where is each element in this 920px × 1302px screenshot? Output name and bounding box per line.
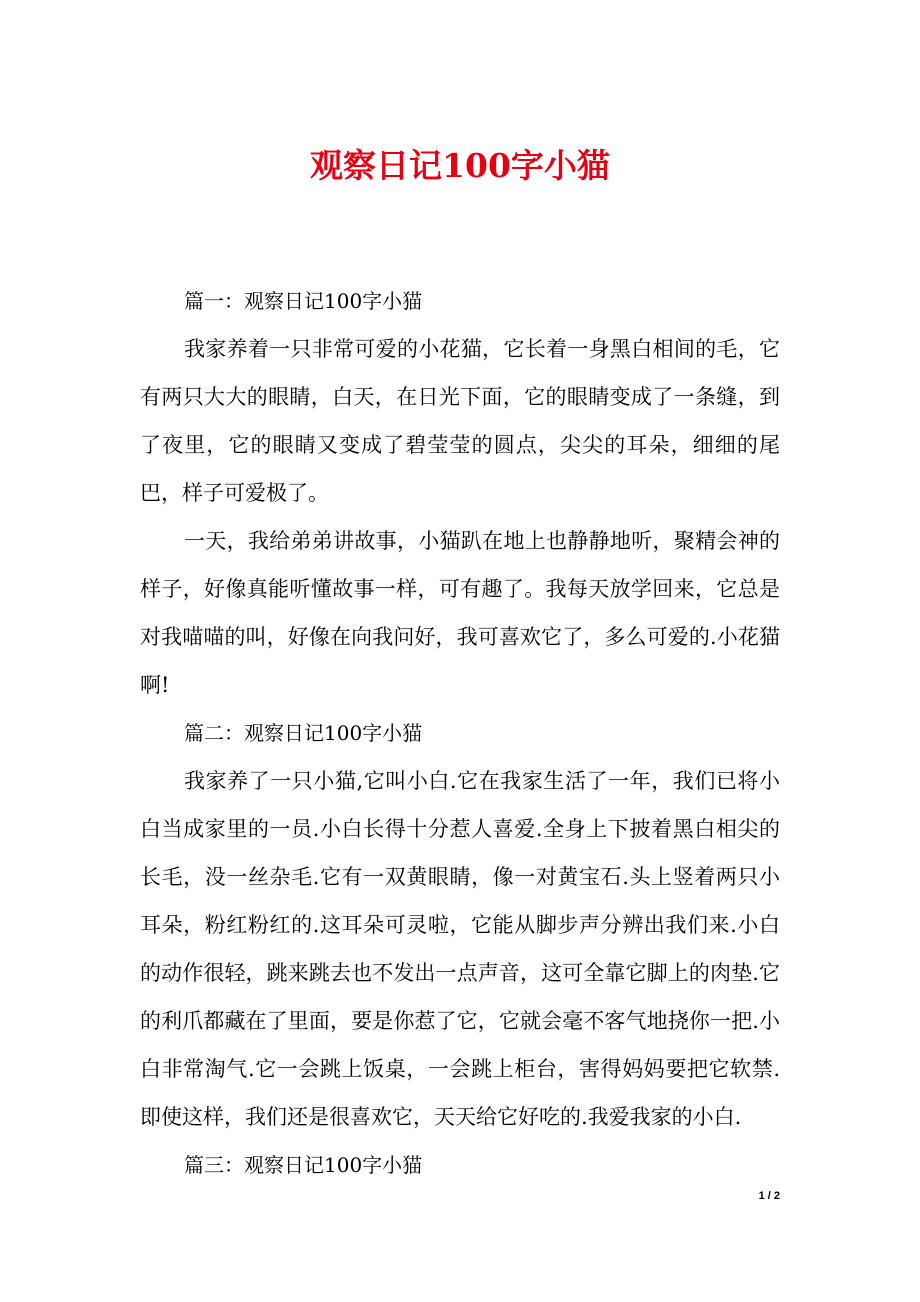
section-heading-1: 篇一：观察日记100字小猫 xyxy=(184,289,423,313)
paragraph: 一天，我给弟弟讲故事，小猫趴在地上也静静地听，聚精会神的样子，好像真能听懂故事一样，可有趣了。我每天放学回来，它总是对我喵喵的叫，好像在向我问好，我可喜欢它了，多么可爱的.小花猫啊! xyxy=(140,529,780,697)
document-title: 观察日记100字小猫 xyxy=(310,146,610,185)
page-number: 1 / 2 xyxy=(758,1190,780,1202)
paragraph: 我家养了一只小猫,它叫小白.它在我家生活了一年，我们已将小白当成家里的一员.小白长得十分惹人喜爱.全身上下披着黑白相尖的长毛，没一丝杂毛.它有一双黄眼睛，像一对黄宝石.头上竖着两只小耳朵，粉红粉红的.这耳朵可灵啦，它能从脚步声分辨出我们来.小白的动作很轻，跳来跳去也不发出一点声音，这可全靠它脚上的肉垫.它的利爪都藏在了里面，要是你惹了它，它就会毫不客气地挠你一把.小白非常淘气.它一会跳上饭桌，一会跳上柜台，害得妈妈要把它软禁.即使这样，我们还是很喜欢它，天天给它好吃的.我爱我家的小白. xyxy=(140,769,780,1129)
section-heading-3: 篇三：观察日记100字小猫 xyxy=(184,1153,423,1177)
document-body xyxy=(140,277,780,1189)
paragraph: 我家养着一只非常可爱的小花猫，它长着一身黑白相间的毛，它有两只大大的眼睛，白天，在日光下面，它的眼睛变成了一条缝，到了夜里，它的眼睛又变成了碧莹莹的圆点，尖尖的耳朵，细细的尾巴，样子可爱极了。 xyxy=(140,337,780,505)
section-heading-2: 篇二：观察日记100字小猫 xyxy=(184,721,423,745)
